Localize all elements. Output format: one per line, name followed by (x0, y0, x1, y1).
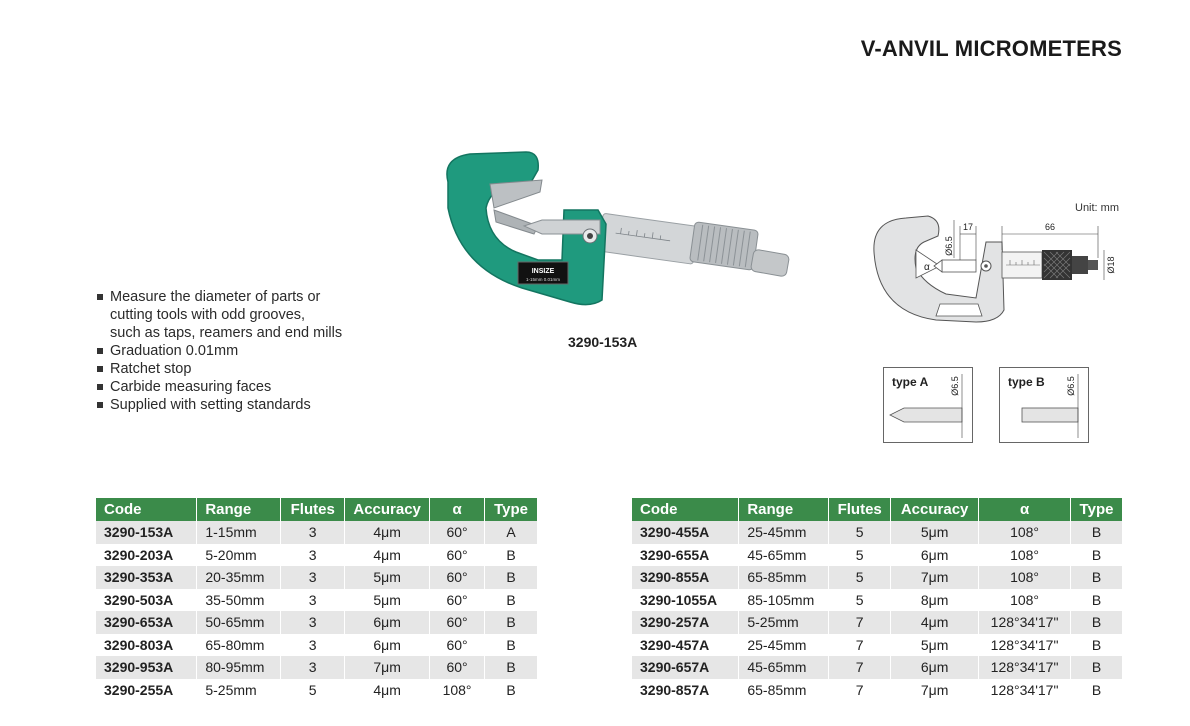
row-flutes: 3 (281, 544, 345, 567)
row-flutes: 5 (829, 589, 891, 612)
spec-table-right (632, 498, 1123, 701)
row-type: B (485, 679, 538, 702)
row-accuracy: 4μm (345, 544, 430, 567)
header-code: Code (96, 498, 197, 521)
row-type: B (485, 566, 538, 589)
svg-text:1-15mm 0.01mm (526, 277, 560, 282)
table-row (96, 634, 538, 657)
header-type: Type (485, 498, 538, 521)
row-range: 20-35mm (197, 566, 281, 589)
row-range: 65-85mm (739, 566, 829, 589)
row-type: B (1071, 521, 1123, 544)
row-range: 85-105mm (739, 589, 829, 612)
feature-list (96, 288, 342, 414)
row-accuracy: 5μm (345, 589, 430, 612)
type-b-detail (999, 367, 1089, 443)
row-code: 3290-153A (96, 521, 197, 544)
row-code: 3290-855A (632, 566, 739, 589)
table-row (632, 521, 1123, 544)
table-row (632, 589, 1123, 612)
row-type: B (485, 611, 538, 634)
feature-item: cutting tools with odd grooves, (110, 307, 306, 323)
row-accuracy: 4μm (345, 521, 430, 544)
row-accuracy: 7μm (345, 656, 430, 679)
row-range: 35-50mm (197, 589, 281, 612)
row-range: 5-25mm (197, 679, 281, 702)
row-type: B (485, 544, 538, 567)
row-flutes: 3 (281, 589, 345, 612)
row-accuracy: 6μm (345, 611, 430, 634)
row-flutes: 5 (829, 544, 891, 567)
row-accuracy: 5μm (891, 521, 979, 544)
row-alpha: 108° (979, 544, 1071, 567)
row-accuracy: 7μm (891, 566, 979, 589)
feature-item: Carbide measuring faces (96, 378, 342, 396)
row-flutes: 5 (829, 521, 891, 544)
feature-item: such as taps, reamers and end mills (110, 325, 343, 341)
row-code: 3290-257A (632, 611, 739, 634)
row-range: 65-80mm (197, 634, 281, 657)
header-range: Range (197, 498, 281, 521)
row-accuracy: 7μm (891, 679, 979, 702)
header-accuracy: Accuracy (891, 498, 979, 521)
table-row (96, 589, 538, 612)
alpha-label: α (924, 262, 930, 273)
row-code: 3290-653A (96, 611, 197, 634)
row-accuracy: 6μm (891, 656, 979, 679)
row-alpha: 108° (430, 679, 485, 702)
row-type: B (1071, 679, 1123, 702)
row-alpha: 60° (430, 611, 485, 634)
row-accuracy: 5μm (891, 634, 979, 657)
dim-66: 66 (1044, 222, 1056, 232)
row-alpha: 60° (430, 521, 485, 544)
feature-item: Graduation 0.01mm (96, 342, 342, 360)
dim-spindle-diameter: Ø6.5 (944, 236, 954, 256)
row-range: 45-65mm (739, 656, 829, 679)
header-alpha: α (979, 498, 1071, 521)
dim-17: 17 (962, 222, 974, 232)
type-a-label: type A (892, 375, 929, 389)
row-code: 3290-455A (632, 521, 739, 544)
type-a-dim: Ø6.5 (950, 376, 960, 396)
row-alpha: 60° (430, 589, 485, 612)
table-header-row (96, 498, 538, 521)
table-header-row (632, 498, 1123, 521)
table-row (96, 566, 538, 589)
row-alpha: 60° (430, 634, 485, 657)
row-alpha: 60° (430, 566, 485, 589)
table-row (632, 634, 1123, 657)
row-flutes: 3 (281, 566, 345, 589)
feature-item: Supplied with setting standards (96, 396, 342, 414)
row-accuracy: 4μm (891, 611, 979, 634)
row-flutes: 7 (829, 611, 891, 634)
row-alpha: 128°34'17" (979, 611, 1071, 634)
row-accuracy: 8μm (891, 589, 979, 612)
row-flutes: 5 (281, 679, 345, 702)
row-code: 3290-953A (96, 656, 197, 679)
row-flutes: 3 (281, 521, 345, 544)
row-type: B (1071, 566, 1123, 589)
row-range: 80-95mm (197, 656, 281, 679)
row-code: 3290-803A (96, 634, 197, 657)
row-alpha: 60° (430, 656, 485, 679)
row-flutes: 5 (829, 566, 891, 589)
row-type: B (485, 589, 538, 612)
row-type: B (1071, 634, 1123, 657)
row-code: 3290-353A (96, 566, 197, 589)
table-row (632, 611, 1123, 634)
row-accuracy: 4μm (345, 679, 430, 702)
row-range: 1-15mm (197, 521, 281, 544)
row-range: 5-25mm (739, 611, 829, 634)
dim-thimble-diameter: Ø18 (1106, 256, 1116, 274)
unit-note: Unit: mm (1075, 202, 1119, 214)
row-range: 25-45mm (739, 521, 829, 544)
row-flutes: 3 (281, 611, 345, 634)
row-alpha: 128°34'17" (979, 634, 1071, 657)
row-accuracy: 6μm (891, 544, 979, 567)
photo-range-mark: 1-15mm (525, 277, 543, 282)
row-alpha: 108° (979, 566, 1071, 589)
photo-caption: 3290-153A (568, 334, 638, 350)
table-row (96, 544, 538, 567)
row-range: 65-85mm (739, 679, 829, 702)
header-alpha: α (430, 498, 485, 521)
row-type: B (1071, 656, 1123, 679)
row-alpha: 108° (979, 521, 1071, 544)
type-b-label: type B (1008, 375, 1045, 389)
row-code: 3290-655A (632, 544, 739, 567)
spec-table-left (96, 498, 538, 701)
header-range: Range (739, 498, 829, 521)
row-code: 3290-503A (96, 589, 197, 612)
row-flutes: 7 (829, 656, 891, 679)
header-accuracy: Accuracy (345, 498, 430, 521)
row-alpha: 128°34'17" (979, 656, 1071, 679)
table-row (632, 566, 1123, 589)
row-type: B (1071, 611, 1123, 634)
row-code: 3290-1055A (632, 589, 739, 612)
dimension-drawing (866, 212, 1128, 330)
row-flutes: 3 (281, 656, 345, 679)
photo-grad-mark: 0.01mm (543, 277, 561, 282)
page-title: V-ANVIL MICROMETERS (860, 36, 1122, 61)
header-code: Code (632, 498, 739, 521)
row-range: 50-65mm (197, 611, 281, 634)
row-alpha: 60° (430, 544, 485, 567)
type-b-dim: Ø6.5 (1066, 376, 1076, 396)
row-accuracy: 6μm (345, 634, 430, 657)
table-row (96, 611, 538, 634)
table-row (632, 679, 1123, 702)
row-code: 3290-857A (632, 679, 739, 702)
header-type: Type (1071, 498, 1123, 521)
row-alpha: 128°34'17" (979, 679, 1071, 702)
row-range: 5-20mm (197, 544, 281, 567)
row-range: 45-65mm (739, 544, 829, 567)
row-flutes: 3 (281, 634, 345, 657)
feature-item: Measure the diameter of parts or (96, 288, 342, 306)
row-code: 3290-255A (96, 679, 197, 702)
table-row (632, 544, 1123, 567)
table-row (96, 656, 538, 679)
table-row (96, 521, 538, 544)
row-type: B (1071, 544, 1123, 567)
row-type: B (485, 656, 538, 679)
photo-brand: INSIZE (531, 268, 555, 275)
feature-item: Ratchet stop (96, 360, 342, 378)
header-flutes: Flutes (829, 498, 891, 521)
header-flutes: Flutes (281, 498, 345, 521)
type-a-detail (883, 367, 973, 443)
row-type: A (485, 521, 538, 544)
table-row (632, 656, 1123, 679)
row-range: 25-45mm (739, 634, 829, 657)
table-row (96, 679, 538, 702)
row-type: B (1071, 589, 1123, 612)
row-type: B (485, 634, 538, 657)
row-code: 3290-457A (632, 634, 739, 657)
micrometer-photo (430, 148, 800, 318)
row-code: 3290-203A (96, 544, 197, 567)
row-flutes: 7 (829, 679, 891, 702)
row-accuracy: 5μm (345, 566, 430, 589)
row-flutes: 7 (829, 634, 891, 657)
row-code: 3290-657A (632, 656, 739, 679)
row-alpha: 108° (979, 589, 1071, 612)
